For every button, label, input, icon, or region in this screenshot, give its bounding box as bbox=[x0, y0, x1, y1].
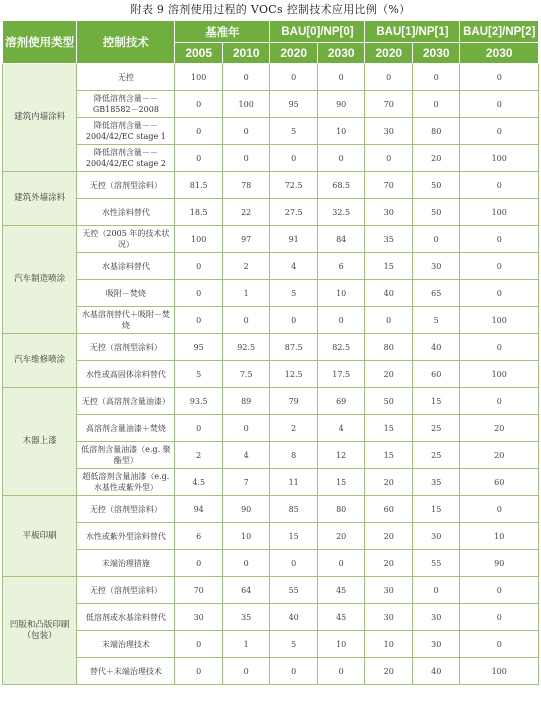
header-year: 2030 bbox=[460, 43, 539, 64]
voc-control-table bbox=[2, 20, 539, 685]
header-scenario-bau2: BAU[2]/NP[2] bbox=[460, 21, 539, 43]
category-cell: 建筑外墙涂料 bbox=[3, 172, 77, 226]
value-cell: 0 bbox=[270, 550, 318, 577]
header-year: 2030 bbox=[317, 43, 365, 64]
header-year: 2030 bbox=[412, 43, 460, 64]
value-cell: 72.5 bbox=[270, 172, 318, 199]
value-cell: 89 bbox=[222, 388, 270, 415]
technology-cell: 无控（溶剂型涂料） bbox=[77, 577, 175, 604]
table-row bbox=[3, 523, 539, 550]
value-cell: 10 bbox=[317, 118, 365, 145]
value-cell: 0 bbox=[270, 658, 318, 685]
value-cell: 15 bbox=[412, 496, 460, 523]
value-cell: 0 bbox=[222, 415, 270, 442]
table-row bbox=[3, 415, 539, 442]
value-cell: 30 bbox=[412, 631, 460, 658]
technology-cell: 无控（高溶剂含量油漆） bbox=[77, 388, 175, 415]
value-cell: 30 bbox=[365, 604, 413, 631]
value-cell: 0 bbox=[175, 550, 223, 577]
value-cell: 65 bbox=[412, 280, 460, 307]
value-cell: 20 bbox=[317, 523, 365, 550]
value-cell: 64 bbox=[222, 577, 270, 604]
value-cell: 100 bbox=[460, 307, 539, 334]
value-cell: 0 bbox=[460, 577, 539, 604]
table-row bbox=[3, 604, 539, 631]
value-cell: 79 bbox=[270, 388, 318, 415]
value-cell: 0 bbox=[317, 550, 365, 577]
technology-cell: 无控（溶剂型涂料） bbox=[77, 496, 175, 523]
value-cell: 20 bbox=[365, 550, 413, 577]
value-cell: 15 bbox=[365, 442, 413, 469]
value-cell: 0 bbox=[175, 91, 223, 118]
category-cell: 凹版和凸版印刷（包装） bbox=[3, 577, 77, 685]
header-technology: 控制技术 bbox=[77, 21, 175, 64]
technology-cell: 吸附－焚烧 bbox=[77, 280, 175, 307]
value-cell: 60 bbox=[460, 469, 539, 496]
value-cell: 0 bbox=[270, 307, 318, 334]
value-cell: 20 bbox=[412, 145, 460, 172]
value-cell: 90 bbox=[222, 496, 270, 523]
technology-cell: 无控（溶剂型涂料） bbox=[77, 334, 175, 361]
technology-cell: 末端治理技术 bbox=[77, 631, 175, 658]
header-scenario-bau1: BAU[1]/NP[1] bbox=[365, 21, 460, 43]
value-cell: 0 bbox=[460, 118, 539, 145]
value-cell: 0 bbox=[175, 280, 223, 307]
value-cell: 0 bbox=[222, 307, 270, 334]
technology-cell: 水基涂料替代 bbox=[77, 253, 175, 280]
value-cell: 68.5 bbox=[317, 172, 365, 199]
table-row bbox=[3, 253, 539, 280]
table-row bbox=[3, 442, 539, 469]
value-cell: 0 bbox=[412, 226, 460, 253]
table-row bbox=[3, 199, 539, 226]
value-cell: 7.5 bbox=[222, 361, 270, 388]
category-cell: 木器上漆 bbox=[3, 388, 77, 496]
technology-cell: 超低溶剂含量油漆（e.g. 水基性或紫外型） bbox=[77, 469, 175, 496]
value-cell: 18.5 bbox=[175, 199, 223, 226]
value-cell: 0 bbox=[222, 64, 270, 91]
value-cell: 10 bbox=[365, 631, 413, 658]
value-cell: 10 bbox=[317, 280, 365, 307]
technology-cell: 降低溶剂含量－－2004/42/EC stage 1 bbox=[77, 118, 175, 145]
value-cell: 87.5 bbox=[270, 334, 318, 361]
value-cell: 40 bbox=[365, 280, 413, 307]
value-cell: 35 bbox=[222, 604, 270, 631]
value-cell: 50 bbox=[412, 172, 460, 199]
technology-cell: 无控（溶剂型涂料） bbox=[77, 172, 175, 199]
value-cell: 95 bbox=[175, 334, 223, 361]
value-cell: 10 bbox=[460, 523, 539, 550]
value-cell: 93.5 bbox=[175, 388, 223, 415]
header-category: 溶剂使用类型 bbox=[3, 21, 77, 64]
value-cell: 1 bbox=[222, 631, 270, 658]
table-row bbox=[3, 577, 539, 604]
value-cell: 0 bbox=[222, 118, 270, 145]
value-cell: 0 bbox=[317, 658, 365, 685]
category-cell: 平板印刷 bbox=[3, 496, 77, 577]
value-cell: 30 bbox=[365, 577, 413, 604]
technology-cell: 水性或高固体涂料替代 bbox=[77, 361, 175, 388]
value-cell: 15 bbox=[365, 415, 413, 442]
value-cell: 100 bbox=[460, 658, 539, 685]
value-cell: 2 bbox=[270, 415, 318, 442]
table-row bbox=[3, 631, 539, 658]
value-cell: 0 bbox=[317, 307, 365, 334]
value-cell: 25 bbox=[412, 415, 460, 442]
value-cell: 35 bbox=[365, 226, 413, 253]
category-cell: 汽车制造喷涂 bbox=[3, 226, 77, 334]
value-cell: 0 bbox=[412, 577, 460, 604]
value-cell: 5 bbox=[270, 280, 318, 307]
value-cell: 0 bbox=[175, 253, 223, 280]
table-row bbox=[3, 496, 539, 523]
header-scenario-bau0: BAU[0]/NP[0] bbox=[270, 21, 365, 43]
value-cell: 30 bbox=[412, 253, 460, 280]
value-cell: 0 bbox=[412, 91, 460, 118]
table-row bbox=[3, 118, 539, 145]
value-cell: 100 bbox=[175, 64, 223, 91]
value-cell: 0 bbox=[175, 118, 223, 145]
value-cell: 12.5 bbox=[270, 361, 318, 388]
table-row bbox=[3, 64, 539, 91]
table-body bbox=[3, 64, 539, 685]
value-cell: 4 bbox=[222, 442, 270, 469]
value-cell: 0 bbox=[460, 496, 539, 523]
value-cell: 100 bbox=[175, 226, 223, 253]
value-cell: 69 bbox=[317, 388, 365, 415]
category-cell: 建筑内墙涂料 bbox=[3, 64, 77, 172]
header-year: 2020 bbox=[270, 43, 318, 64]
technology-cell: 替代＋末端治理技术 bbox=[77, 658, 175, 685]
value-cell: 0 bbox=[460, 64, 539, 91]
value-cell: 6 bbox=[175, 523, 223, 550]
value-cell: 0 bbox=[175, 631, 223, 658]
technology-cell: 水性涂料替代 bbox=[77, 199, 175, 226]
value-cell: 20 bbox=[365, 523, 413, 550]
value-cell: 80 bbox=[365, 334, 413, 361]
value-cell: 15 bbox=[270, 523, 318, 550]
value-cell: 15 bbox=[317, 469, 365, 496]
table-row bbox=[3, 658, 539, 685]
value-cell: 20 bbox=[365, 361, 413, 388]
value-cell: 1 bbox=[222, 280, 270, 307]
table-row bbox=[3, 280, 539, 307]
value-cell: 0 bbox=[270, 145, 318, 172]
value-cell: 80 bbox=[412, 118, 460, 145]
value-cell: 25 bbox=[412, 442, 460, 469]
value-cell: 45 bbox=[317, 604, 365, 631]
value-cell: 0 bbox=[175, 658, 223, 685]
value-cell: 0 bbox=[460, 172, 539, 199]
value-cell: 85 bbox=[270, 496, 318, 523]
technology-cell: 无控 bbox=[77, 64, 175, 91]
value-cell: 91 bbox=[270, 226, 318, 253]
value-cell: 5 bbox=[270, 118, 318, 145]
value-cell: 100 bbox=[460, 361, 539, 388]
value-cell: 97 bbox=[222, 226, 270, 253]
header-year: 2010 bbox=[222, 43, 270, 64]
value-cell: 0 bbox=[365, 145, 413, 172]
value-cell: 0 bbox=[412, 64, 460, 91]
value-cell: 0 bbox=[317, 64, 365, 91]
value-cell: 40 bbox=[412, 658, 460, 685]
value-cell: 84 bbox=[317, 226, 365, 253]
value-cell: 55 bbox=[412, 550, 460, 577]
value-cell: 70 bbox=[175, 577, 223, 604]
value-cell: 0 bbox=[317, 145, 365, 172]
value-cell: 0 bbox=[365, 307, 413, 334]
technology-cell: 降低溶剂含量－－GB18582－2008 bbox=[77, 91, 175, 118]
value-cell: 90 bbox=[460, 550, 539, 577]
value-cell: 20 bbox=[460, 415, 539, 442]
category-cell: 汽车维修喷涂 bbox=[3, 334, 77, 388]
value-cell: 50 bbox=[412, 199, 460, 226]
technology-cell: 低溶剂或水基涂料替代 bbox=[77, 604, 175, 631]
value-cell: 22 bbox=[222, 199, 270, 226]
value-cell: 30 bbox=[365, 118, 413, 145]
value-cell: 5 bbox=[270, 631, 318, 658]
value-cell: 0 bbox=[460, 334, 539, 361]
value-cell: 0 bbox=[460, 388, 539, 415]
value-cell: 55 bbox=[270, 577, 318, 604]
value-cell: 0 bbox=[175, 145, 223, 172]
technology-cell: 水基溶剂替代＋吸附－焚烧 bbox=[77, 307, 175, 334]
value-cell: 4 bbox=[270, 253, 318, 280]
header-year: 2005 bbox=[175, 43, 223, 64]
value-cell: 10 bbox=[222, 523, 270, 550]
value-cell: 27.5 bbox=[270, 199, 318, 226]
technology-cell: 降低溶剂含量－－2004/42/EC stage 2 bbox=[77, 145, 175, 172]
value-cell: 0 bbox=[460, 226, 539, 253]
table-row bbox=[3, 550, 539, 577]
value-cell: 45 bbox=[317, 577, 365, 604]
table-row bbox=[3, 226, 539, 253]
value-cell: 40 bbox=[412, 334, 460, 361]
table-row bbox=[3, 172, 539, 199]
value-cell: 60 bbox=[365, 496, 413, 523]
value-cell: 82.5 bbox=[317, 334, 365, 361]
header-scenario-baseline: 基准年 bbox=[175, 21, 270, 43]
value-cell: 0 bbox=[175, 415, 223, 442]
value-cell: 35 bbox=[412, 469, 460, 496]
value-cell: 2 bbox=[175, 442, 223, 469]
technology-cell: 末端治理措施 bbox=[77, 550, 175, 577]
header-year: 2020 bbox=[365, 43, 413, 64]
value-cell: 20 bbox=[365, 469, 413, 496]
value-cell: 2 bbox=[222, 253, 270, 280]
value-cell: 0 bbox=[222, 658, 270, 685]
value-cell: 12 bbox=[317, 442, 365, 469]
value-cell: 0 bbox=[460, 91, 539, 118]
table-row bbox=[3, 334, 539, 361]
value-cell: 50 bbox=[365, 388, 413, 415]
value-cell: 70 bbox=[365, 91, 413, 118]
table-row bbox=[3, 469, 539, 496]
value-cell: 20 bbox=[365, 658, 413, 685]
technology-cell: 高溶剂含量油漆＋焚烧 bbox=[77, 415, 175, 442]
table-caption: 附表 9 溶剂使用过程的 VOCs 控制技术应用比例（%） bbox=[130, 3, 411, 16]
value-cell: 60 bbox=[412, 361, 460, 388]
value-cell: 100 bbox=[222, 91, 270, 118]
value-cell: 0 bbox=[175, 307, 223, 334]
value-cell: 81.5 bbox=[175, 172, 223, 199]
value-cell: 15 bbox=[365, 253, 413, 280]
value-cell: 30 bbox=[412, 523, 460, 550]
value-cell: 8 bbox=[270, 442, 318, 469]
value-cell: 70 bbox=[365, 172, 413, 199]
value-cell: 92.5 bbox=[222, 334, 270, 361]
technology-cell: 水性或紫外型涂料替代 bbox=[77, 523, 175, 550]
value-cell: 5 bbox=[175, 361, 223, 388]
value-cell: 30 bbox=[365, 199, 413, 226]
value-cell: 100 bbox=[460, 199, 539, 226]
value-cell: 0 bbox=[460, 253, 539, 280]
value-cell: 15 bbox=[412, 388, 460, 415]
value-cell: 4 bbox=[317, 415, 365, 442]
value-cell: 80 bbox=[317, 496, 365, 523]
technology-cell: 无控（2005 年的技术状况） bbox=[77, 226, 175, 253]
value-cell: 94 bbox=[175, 496, 223, 523]
value-cell: 20 bbox=[460, 442, 539, 469]
value-cell: 32.5 bbox=[317, 199, 365, 226]
value-cell: 90 bbox=[317, 91, 365, 118]
value-cell: 30 bbox=[412, 604, 460, 631]
value-cell: 0 bbox=[270, 64, 318, 91]
value-cell: 40 bbox=[270, 604, 318, 631]
value-cell: 17.5 bbox=[317, 361, 365, 388]
header-row-scenarios bbox=[3, 21, 539, 43]
technology-cell: 低溶剂含量油漆（e.g. 聚酯型） bbox=[77, 442, 175, 469]
value-cell: 5 bbox=[412, 307, 460, 334]
value-cell: 100 bbox=[460, 145, 539, 172]
value-cell: 30 bbox=[175, 604, 223, 631]
table-row bbox=[3, 388, 539, 415]
value-cell: 0 bbox=[460, 280, 539, 307]
value-cell: 10 bbox=[317, 631, 365, 658]
value-cell: 78 bbox=[222, 172, 270, 199]
table-row bbox=[3, 361, 539, 388]
value-cell: 7 bbox=[222, 469, 270, 496]
table-row bbox=[3, 91, 539, 118]
value-cell: 0 bbox=[222, 145, 270, 172]
value-cell: 6 bbox=[317, 253, 365, 280]
value-cell: 95 bbox=[270, 91, 318, 118]
table-row bbox=[3, 145, 539, 172]
value-cell: 11 bbox=[270, 469, 318, 496]
value-cell: 0 bbox=[460, 604, 539, 631]
value-cell: 0 bbox=[365, 64, 413, 91]
value-cell: 4.5 bbox=[175, 469, 223, 496]
value-cell: 0 bbox=[222, 550, 270, 577]
table-row bbox=[3, 307, 539, 334]
value-cell: 0 bbox=[460, 631, 539, 658]
